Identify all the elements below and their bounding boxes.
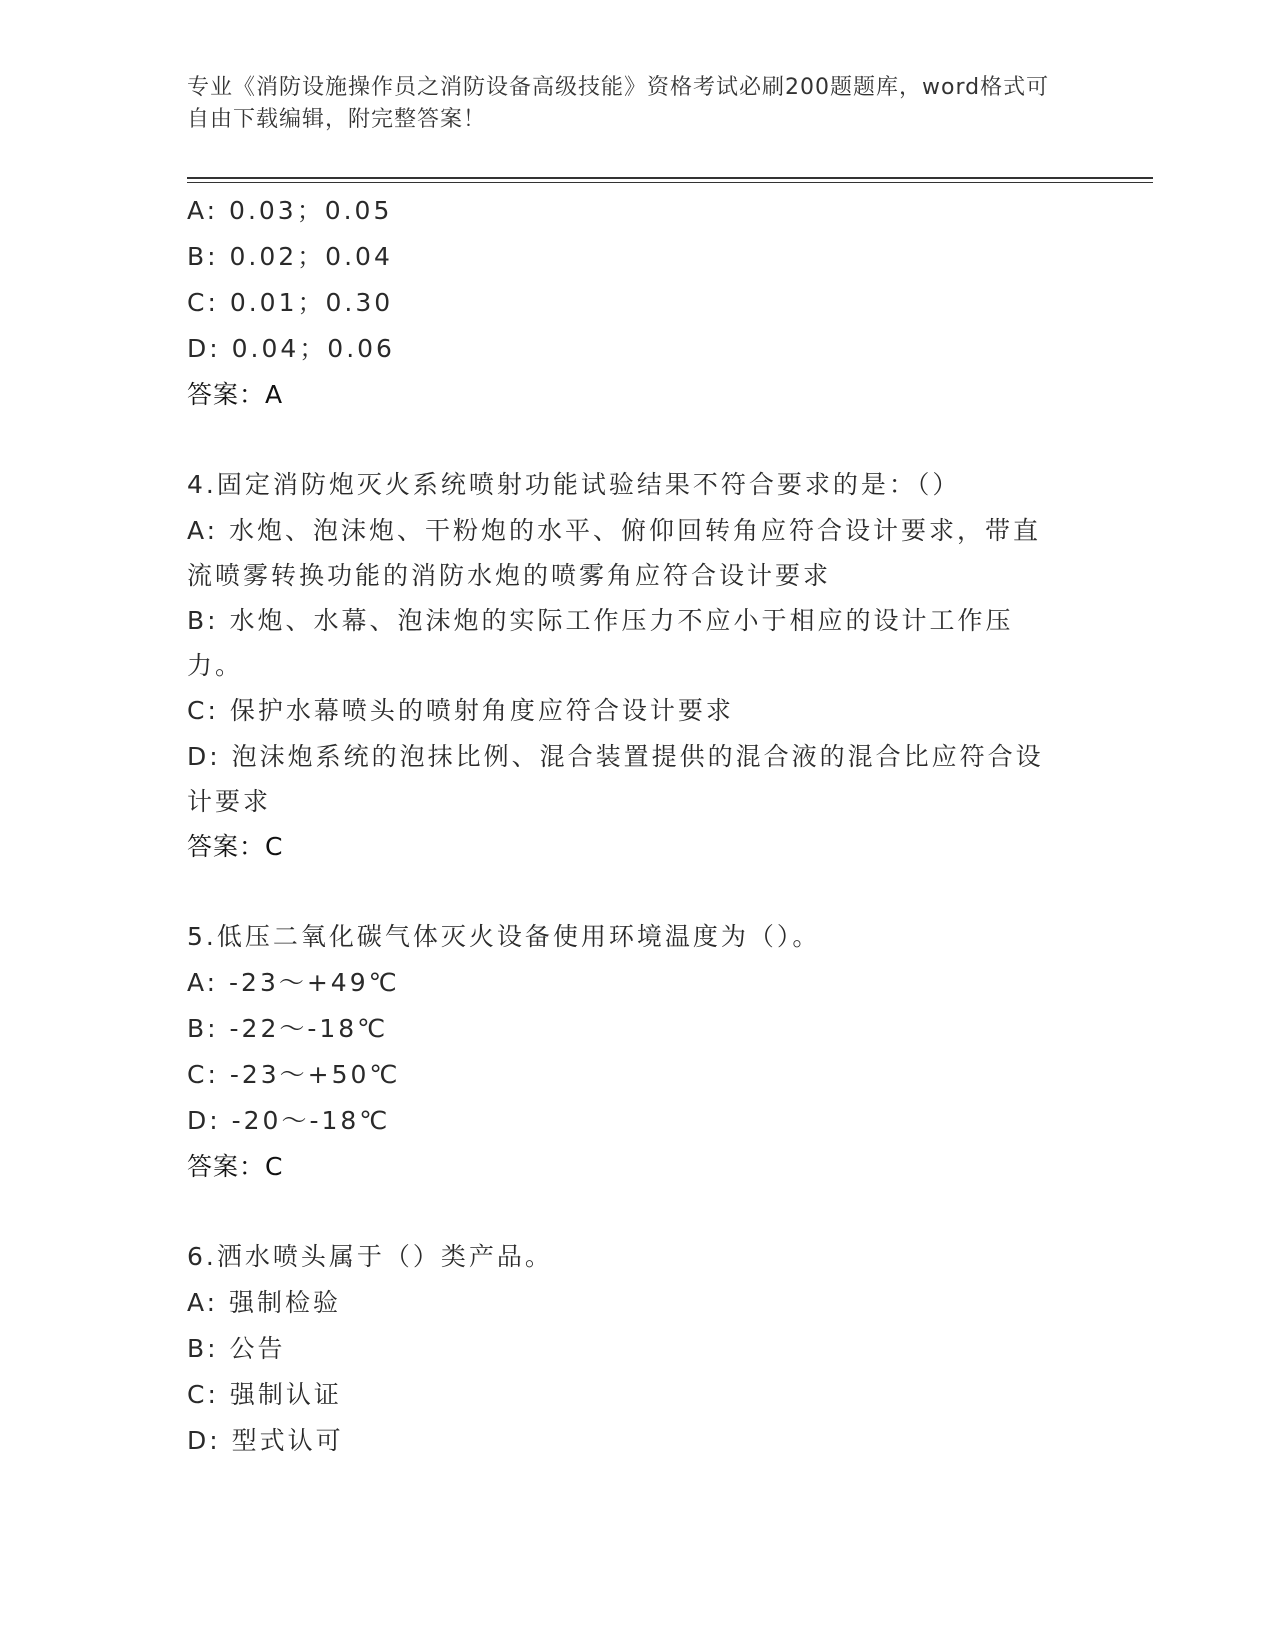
option-b: B: 0.02；0.04: [187, 242, 393, 271]
option-a: A: 强制检验: [187, 1288, 342, 1317]
option-a: A: 0.03；0.05: [187, 196, 393, 225]
option-c: C: 保护水幕喷头的喷射角度应符合设计要求: [187, 696, 734, 725]
question-5: [187, 914, 1067, 1190]
question-list: [187, 188, 1067, 1464]
question-text: 4.固定消防炮灭火系统喷射功能试验结果不符合要求的是：（）: [187, 470, 961, 499]
option-d: D: 型式认可: [187, 1426, 344, 1455]
question-3: [187, 188, 1067, 418]
option-b: B: -22～-18℃: [187, 1014, 389, 1043]
question-4: [187, 462, 1067, 870]
option-c: C: -23～+50℃: [187, 1060, 401, 1089]
answer: 答案：C: [187, 1152, 284, 1181]
option-c: C: 0.01；0.30: [187, 288, 394, 317]
document-header: 专业《消防设施操作员之消防设备高级技能》资格考试必刷200题题库，word格式可自由下载编辑，附完整答案！: [187, 75, 1050, 132]
option-c: C: 强制认证: [187, 1380, 342, 1409]
header-divider: [187, 177, 1153, 179]
question-text: 5.低压二氧化碳气体灭火设备使用环境温度为（）。: [187, 922, 821, 951]
answer: 答案：C: [187, 832, 284, 861]
answer: 答案：A: [187, 380, 284, 409]
option-a: A: -23～+49℃: [187, 968, 400, 997]
option-b: B: 水炮、水幕、泡沫炮的实际工作压力不应小于相应的设计工作压力。: [187, 606, 1014, 680]
option-a: A: 水炮、泡沫炮、干粉炮的水平、俯仰回转角应符合设计要求，带直流喷雾转换功能的消防水炮的喷雾角应符合设计要求: [187, 516, 1042, 590]
option-d: D: 0.04；0.06: [187, 334, 395, 363]
option-b: B: 公告: [187, 1334, 286, 1363]
header-divider-thin: [187, 182, 1153, 183]
option-d: D: 泡沫炮系统的泡抹比例、混合装置提供的混合液的混合比应符合设计要求: [187, 742, 1044, 816]
question-6: [187, 1234, 1067, 1464]
option-d: D: -20～-18℃: [187, 1106, 391, 1135]
question-text: 6.洒水喷头属于（）类产品。: [187, 1242, 553, 1271]
